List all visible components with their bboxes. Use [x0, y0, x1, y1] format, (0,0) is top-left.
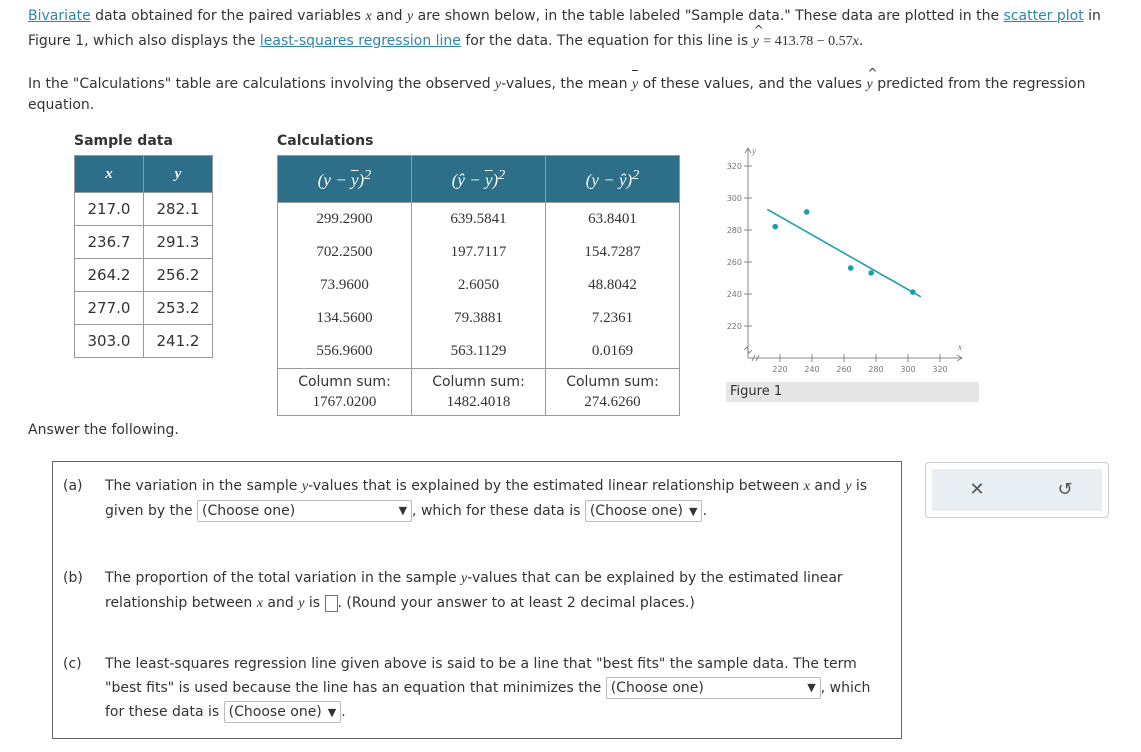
sum-value: 274.6260 — [584, 394, 641, 410]
cell: 282.1 — [144, 193, 213, 226]
scatter-plot-link[interactable]: scatter plot — [1003, 8, 1084, 24]
table-row — [75, 292, 213, 325]
calc-intro: In the "Calculations" table are calculations involving the observed y-values, the mean y of these values, and the values ^ y predicted from the regression equation. — [28, 66, 1086, 113]
sample-data-title: Sample data — [74, 133, 173, 149]
dropdown-label: (Choose one) — [589, 503, 683, 519]
cell: 253.2 — [144, 292, 213, 325]
q-text: , which for these data is — [412, 503, 585, 519]
x-tick-label: 220 — [772, 365, 788, 374]
q-text: is — [304, 595, 325, 611]
x-tick-label: 260 — [836, 365, 852, 374]
intro-text-1: data obtained for the paired variables — [90, 8, 366, 24]
x-tick-label: 240 — [804, 365, 820, 374]
data-point — [910, 289, 916, 295]
cell: 556.9600 — [278, 335, 412, 369]
sample-data-table — [74, 155, 213, 358]
q-text: and — [809, 478, 846, 494]
var-x: x — [803, 479, 810, 494]
cell: 63.8401 — [546, 203, 680, 237]
y-tick-label: 220 — [726, 322, 742, 331]
cell: 217.0 — [75, 193, 144, 226]
calc-intro-3: of these values, and the values — [638, 76, 867, 92]
cell: 702.2500 — [278, 236, 412, 269]
var-x: x — [256, 596, 263, 611]
q-text: relationship between — [105, 595, 257, 611]
figure-caption: Figure 1 — [726, 382, 979, 402]
answer-input-b[interactable] — [325, 595, 338, 612]
var-x: x — [365, 9, 372, 24]
dropdown-label: (Choose one) — [610, 680, 704, 696]
sum-cell — [546, 369, 680, 416]
questions-box: (a) The variation in the sample y-values that is explained by the estimated linear relationship between x and y is given by the (Choose one) ▼ , which for these data is (Choose one) ▼ . (b) The proportion of the total variation in the sample y-values that can be explained by the estimated linear relationship between x and y is . (Round your answer to at least 2 decimal places.) (c) The least-squares regression line given above is said to be a line that "best fits" the sample data. The term "best fits" is used because the line has an equation that minimizes the (Choose one) ▼ , which for these data is (Choose one) ▼ . — [52, 461, 902, 739]
sum-cell — [278, 369, 412, 416]
intro-text-4: in — [1083, 8, 1101, 24]
table-row — [278, 203, 680, 237]
y-tick-label: 240 — [726, 290, 742, 299]
intro-text: Bivariate data obtained for the paired variables x and y are shown below, in the table labeled "Sample data." These data are plotted in the scatter plot in Figure 1, which also displays the least-squares regression line for the data. The equation for this line is ^ y = 413.78 − 0.57x. — [28, 8, 1101, 49]
q-text: . (Round your answer to at least 2 decimal places.) — [337, 595, 695, 611]
q-text: The proportion of the total variation in the sample — [105, 570, 462, 586]
data-point — [868, 270, 874, 276]
var-y: y — [406, 9, 414, 24]
table-row — [75, 259, 213, 292]
header-y-minus-yhat-sq: (y − ŷ)$^2$ — [546, 156, 680, 203]
q-text: is — [851, 478, 868, 494]
cell: 0.0169 — [546, 335, 680, 369]
regression-equation: = 413.78 − 0.57 — [763, 34, 853, 49]
var-x: x — [852, 34, 859, 49]
header-y-minus-ybar-sq: $(y - \overline{y})^2$ — [278, 156, 412, 203]
q-text: and — [262, 595, 299, 611]
table-row — [75, 193, 213, 226]
q-text: The least-squares regression line given above is said to be a line that "best fits" the sample data. The term — [105, 656, 857, 672]
var-y: y — [298, 596, 305, 611]
header-x: x — [75, 156, 144, 193]
bivariate-link[interactable]: Bivariate — [28, 8, 91, 24]
dropdown-a1[interactable] — [197, 500, 412, 522]
cell: 73.9600 — [278, 269, 412, 302]
table-row — [278, 335, 680, 369]
calculations-title: Calculations — [277, 133, 374, 149]
dropdown-a2[interactable] — [585, 500, 703, 522]
cell: 79.3881 — [412, 302, 546, 335]
table-row — [75, 325, 213, 358]
calc-intro-1: In the "Calculations" table are calculations involving the observed — [28, 76, 496, 92]
cell: 303.0 — [75, 325, 144, 358]
sum-row — [278, 369, 680, 416]
header-y: y — [144, 156, 213, 193]
answer-tools — [925, 462, 1109, 518]
data-point — [848, 265, 854, 271]
question-tag: (a) — [63, 478, 83, 494]
dropdown-c2[interactable] — [224, 701, 342, 723]
cell: 241.2 — [144, 325, 213, 358]
sum-label: Column sum: — [566, 374, 659, 390]
y-tick-label: 260 — [726, 258, 742, 267]
q-text: -values that can be explained by the estimated linear — [467, 570, 843, 586]
q-text: for these data is — [105, 704, 224, 720]
data-point — [772, 224, 778, 230]
chevron-down-icon: ▼ — [398, 504, 408, 517]
tools-panel — [932, 469, 1102, 511]
chevron-down-icon: ▼ — [327, 706, 337, 719]
cell: 256.2 — [144, 259, 213, 292]
dropdown-c1[interactable] — [606, 677, 821, 699]
intro-text-3: are shown below, in the table labeled "Sample data." These data are plotted in the — [413, 8, 1004, 24]
y-axis-label: y — [752, 146, 756, 156]
regression-line — [767, 209, 921, 297]
sum-label: Column sum: — [298, 374, 391, 390]
sum-cell — [412, 369, 546, 416]
dropdown-label: (Choose one) — [202, 503, 296, 519]
y-hat: y — [752, 34, 759, 49]
y-bar: y — [631, 77, 639, 92]
q-text: The variation in the sample — [105, 478, 302, 494]
cell: 264.2 — [75, 259, 144, 292]
chevron-down-icon: ▼ — [807, 681, 816, 694]
cell: 236.7 — [75, 226, 144, 259]
cell: 639.5841 — [412, 203, 546, 237]
table-row — [278, 302, 680, 335]
chevron-down-icon: ▼ — [688, 505, 698, 518]
cell: 299.2900 — [278, 203, 412, 237]
y-tick-label: 300 — [726, 194, 742, 203]
answer-label: Answer the following. — [28, 422, 179, 438]
q-text: -values that is explained by the estimated linear relationship between — [308, 478, 804, 494]
table-row — [278, 236, 680, 269]
q-text: given by the — [105, 503, 198, 519]
table-row — [278, 269, 680, 302]
intro-text-6: for the data. The equation for this line is — [460, 33, 753, 49]
data-point — [804, 209, 810, 215]
x-tick-label: 280 — [868, 365, 884, 374]
cell: 134.5600 — [278, 302, 412, 335]
table-row — [75, 226, 213, 259]
cell: 291.3 — [144, 226, 213, 259]
undo-icon[interactable]: ↺ — [1057, 479, 1073, 500]
x-tick-label: 300 — [900, 365, 916, 374]
cell: 197.7117 — [412, 236, 546, 269]
y-tick-label: 320 — [726, 162, 742, 171]
calculations-table — [277, 155, 680, 416]
calc-intro-4: predicted from the regression equation. — [28, 76, 1086, 113]
y-hat: y — [866, 77, 873, 92]
var-y: y — [461, 571, 468, 586]
question-tag: (b) — [63, 570, 83, 586]
cell: 277.0 — [75, 292, 144, 325]
calc-intro-2: -values, the mean — [501, 76, 632, 92]
question-tag: (c) — [63, 656, 82, 672]
q-text: "best fits" is used because the line has an equation that minimizes the — [105, 680, 606, 696]
cell: 7.2361 — [546, 302, 680, 335]
dropdown-label: (Choose one) — [228, 704, 322, 720]
intro-text-2: and — [371, 8, 407, 24]
cell: 2.6050 — [412, 269, 546, 302]
y-tick-label: 280 — [726, 226, 742, 235]
sum-label: Column sum: — [432, 374, 525, 390]
q-text: , which — [820, 680, 871, 696]
cell: 563.1129 — [412, 335, 546, 369]
var-y: y — [301, 479, 309, 494]
header-yhat-minus-ybar-sq: (ŷ − $\overline{y})^2$ — [412, 156, 546, 203]
sum-value: 1482.4018 — [446, 394, 511, 410]
close-icon[interactable]: ✕ — [969, 479, 985, 500]
cell: 154.7287 — [546, 236, 680, 269]
x-axis-label: x — [958, 342, 962, 352]
sum-value: 1767.0200 — [312, 394, 377, 410]
x-tick-label: 320 — [932, 365, 948, 374]
var-y: y — [845, 479, 852, 494]
scatter-plot — [722, 128, 978, 378]
lsrl-link[interactable]: least-squares regression line — [259, 33, 461, 49]
intro-text-5: Figure 1, which also displays the — [28, 33, 260, 49]
var-y: y — [495, 77, 502, 92]
cell: 48.8042 — [546, 269, 680, 302]
